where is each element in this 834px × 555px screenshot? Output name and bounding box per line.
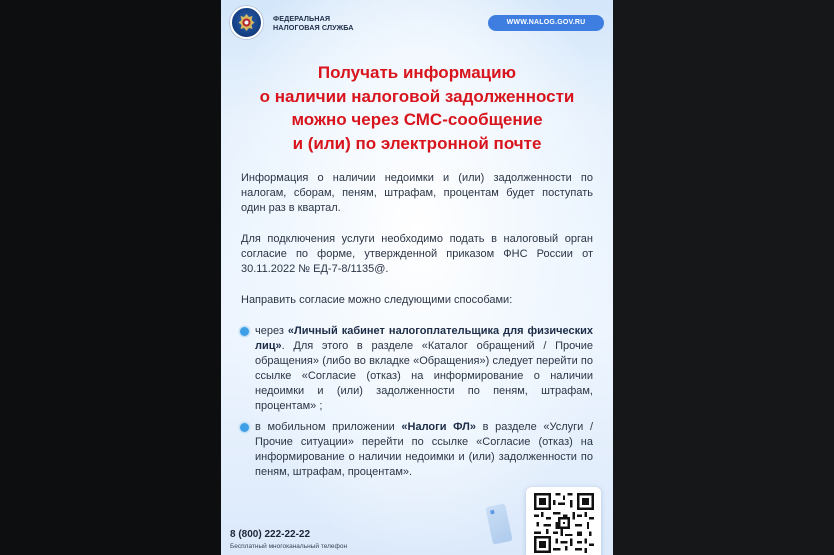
agency-name (273, 14, 383, 32)
background-panel (613, 0, 834, 555)
consent-paragraph: Для подключения услуги необходимо подать в налоговый орган согласие по форме, утвержденной приказом ФНС России от 30.11.2022 № ЕД-7-8/1135@. (241, 233, 593, 275)
method-prefix: через (255, 325, 288, 337)
title-line: Получать информацию (317, 63, 517, 82)
title-line: о наличии налоговой задолженности (259, 86, 575, 106)
method-list-item (241, 420, 593, 480)
method-description: . Для этого в разделе «Каталог обращений / Прочие обращения» (либо во вкладке «Обращения») следует перейти по ссылке «Согласие (отказ) на информирование о наличии недоимки и (или) задолженности по пеням, штрафам, процентам» ; (255, 340, 593, 412)
method-prefix: в мобильном приложении (255, 421, 402, 433)
title-line: можно через СМС-сообщение (291, 110, 543, 129)
fns-emblem-icon (230, 6, 263, 39)
website-link[interactable]: WWW.NALOG.GOV.RU (488, 15, 604, 31)
hotline-caption: Бесплатный многоканальный телефон (230, 543, 348, 550)
hotline-phone[interactable]: 8 (800) 222-22-22 (230, 529, 311, 540)
method-service-name: «Налоги ФЛ» (401, 421, 476, 433)
poster-body (241, 171, 593, 486)
agency-name-line2: НАЛОГОВАЯ СЛУЖБА (273, 23, 354, 32)
method-description: в разделе «Услуги / Прочие ситуации» перейти по ссылке «Согласие (отказ) на информирование о наличии недоимки и (или) задолженности по пеням, штрафам, процентам». (255, 421, 593, 478)
poster-header (221, 0, 613, 48)
bullet-icon (240, 327, 249, 336)
smartphone-icon (485, 503, 512, 544)
method-service-name: «Личный кабинет налогоплательщика для физических лиц» (255, 325, 593, 352)
method-list-item (241, 324, 593, 414)
qr-code-icon[interactable] (526, 487, 601, 555)
title-line: и (или) по электронной почте (292, 133, 542, 153)
bullet-icon (240, 423, 249, 432)
info-paragraph: Информация о наличии недоимки и (или) задолженности по налогам, сборам, пеням, штрафам, процентам будет поступать один раз в квартал. (241, 172, 593, 214)
methods-intro: Направить согласие можно следующими способами: (241, 294, 513, 306)
poster (221, 0, 613, 555)
agency-name-line1: ФЕДЕРАЛЬНАЯ (273, 14, 331, 23)
poster-title (227, 61, 607, 155)
